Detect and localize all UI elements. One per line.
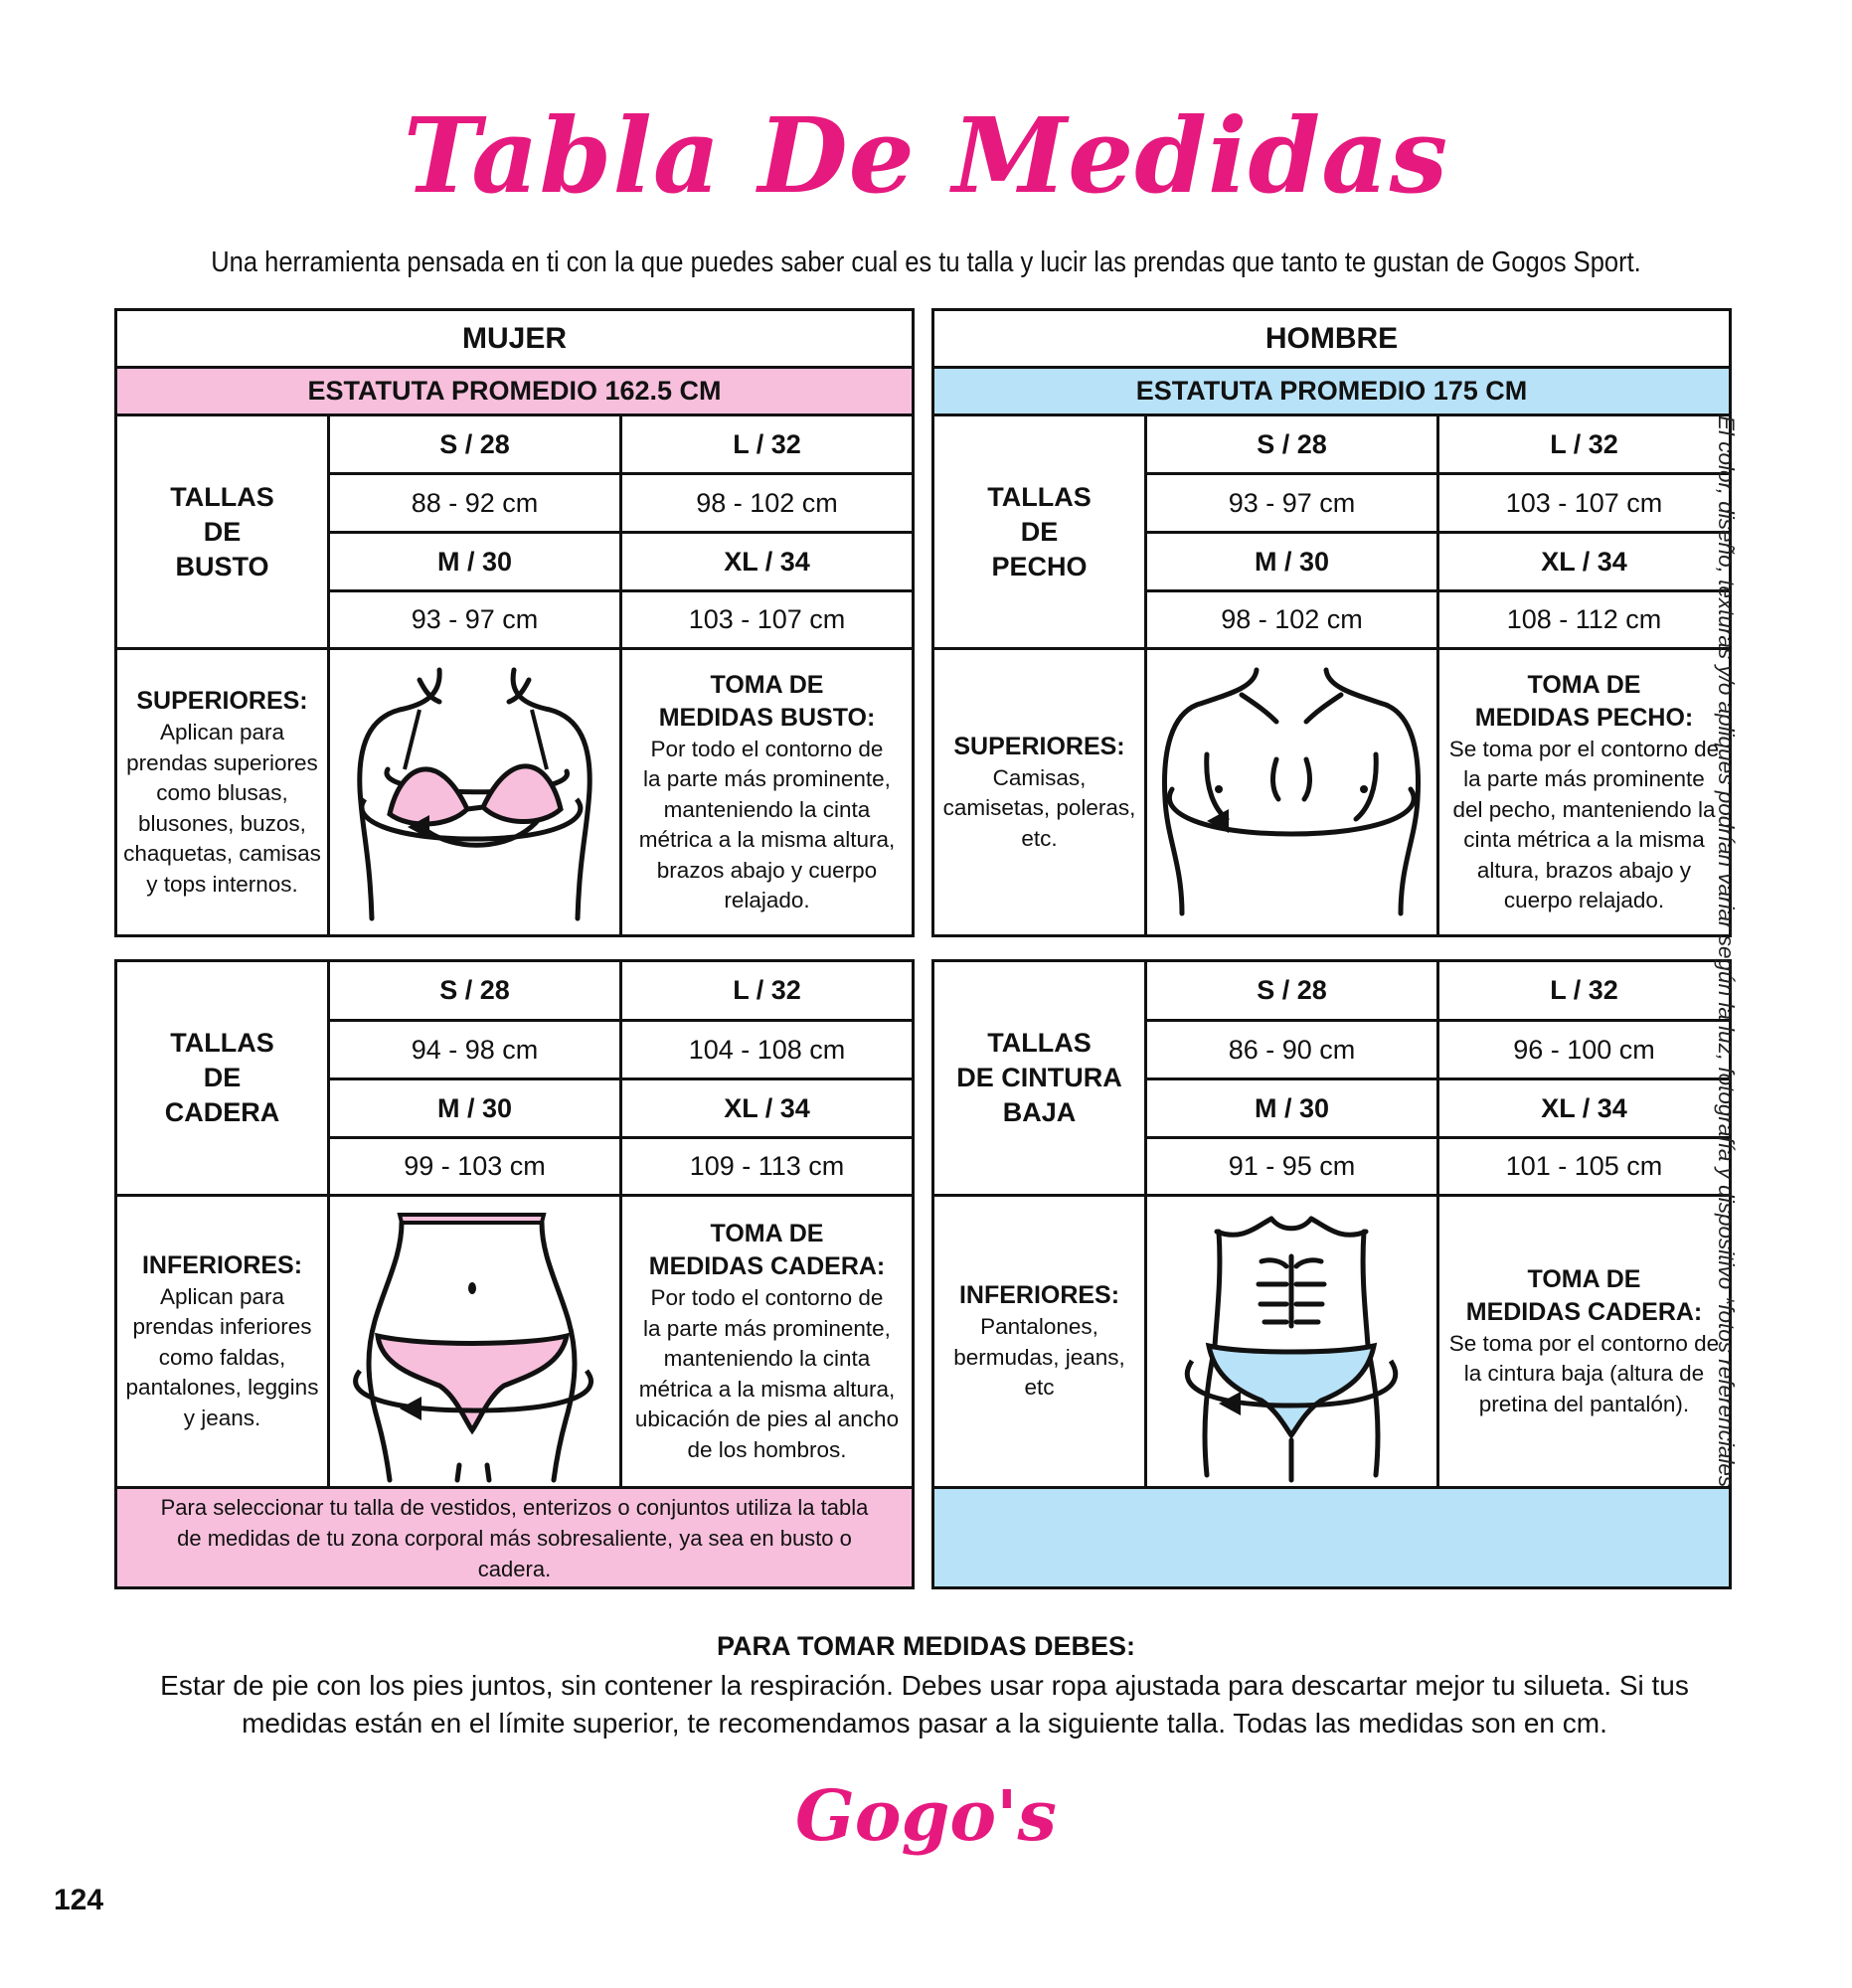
hombre-header: HOMBRE [1264, 321, 1399, 355]
hombre-cintura-panel [931, 959, 1732, 1589]
cintura-category [934, 1197, 1144, 1486]
cadera-howto-title: TOMA DE MEDIDAS CADERA: [648, 1220, 886, 1280]
busto-howto [622, 650, 912, 934]
busto-size-xl: XL / 34 [724, 546, 810, 577]
hombre-blue-band [934, 1489, 1729, 1586]
pecho-category [934, 650, 1144, 934]
intro-text: Una herramienta pensada en ti con la que puedes saber cual es tu talla y lucir las prendas que tanto te gustan de Gogos Sport. [211, 247, 1641, 278]
pecho-howto [1439, 650, 1729, 934]
pecho-size-s: S / 28 [1257, 428, 1327, 459]
pecho-range-xl: 108 - 112 cm [1506, 604, 1662, 634]
page-number: 124 [54, 1884, 104, 1916]
pecho-size-l: L / 32 [1550, 428, 1618, 459]
cadera-size-l: L / 32 [733, 975, 801, 1005]
busto-range-m: 93 - 97 cm [411, 604, 539, 634]
busto-range-l: 98 - 102 cm [696, 487, 838, 518]
pecho-range-m: 98 - 102 cm [1221, 604, 1363, 634]
busto-size-s: S / 28 [439, 428, 510, 459]
pecho-size-m: M / 30 [1254, 546, 1330, 577]
cadera-howto-text: Por todo el contorno de la parte más prominente, manteniendo la cinta métrica a la misma altura, ubicación de pies al ancho de los hombros. [634, 1285, 900, 1462]
female-bust-icon [330, 650, 619, 934]
mujer-cadera-panel [114, 959, 915, 1589]
cintura-range-xl: 101 - 105 cm [1505, 1151, 1663, 1181]
pecho-howto-text: Se toma por el contorno de la parte más prominente del pecho, manteniendo la cinta métrica a la misma altura, brazos abajo y cuerpo relajado. [1448, 736, 1720, 912]
cadera-category [117, 1197, 327, 1486]
pecho-howto-title: TOMA DE MEDIDAS PECHO: [1474, 670, 1694, 732]
cadera-range-m: 99 - 103 cm [404, 1151, 546, 1181]
disclaimer-side-note: El color, diseño, texturas y/o apliques podrían variar según la luz, fotografía y dispositivo *fotos referenciales [1714, 415, 1739, 1488]
cintura-size-m: M / 30 [1254, 1092, 1330, 1123]
cadera-range-l: 104 - 108 cm [688, 1034, 846, 1065]
busto-label: TALLAS DE BUSTO [170, 481, 274, 581]
pecho-size-xl: XL / 34 [1541, 546, 1627, 577]
pecho-category-title: SUPERIORES: [953, 732, 1125, 760]
busto-howto-title: TOMA DE MEDIDAS BUSTO: [658, 670, 876, 732]
cadera-range-s: 94 - 98 cm [411, 1034, 539, 1065]
busto-range-s: 88 - 92 cm [411, 487, 539, 518]
brand-logo: Gogo's [795, 1774, 1057, 1857]
mujer-estatura-band: ESTATUTA PROMEDIO 162.5 CM [117, 369, 912, 414]
busto-size-m: M / 30 [436, 546, 513, 577]
pecho-range-s: 93 - 97 cm [1228, 487, 1356, 518]
cintura-howto [1439, 1197, 1729, 1486]
busto-range-xl: 103 - 107 cm [688, 604, 846, 634]
male-chest-icon [1147, 650, 1436, 934]
cadera-label: TALLAS DE CADERA [164, 1028, 280, 1127]
cintura-category-title: INFERIORES: [958, 1281, 1120, 1310]
cintura-size-xl: XL / 34 [1541, 1092, 1627, 1123]
cadera-category-title: INFERIORES: [141, 1250, 303, 1279]
busto-category [117, 650, 327, 934]
busto-size-l: L / 32 [733, 428, 801, 459]
cintura-range-l: 96 - 100 cm [1513, 1034, 1655, 1065]
cadera-size-xl: XL / 34 [724, 1092, 810, 1123]
pecho-category-text: Camisas, camisetas, poleras, etc. [942, 764, 1136, 851]
hombre-pecho-panel [931, 308, 1732, 937]
cadera-size-m: M / 30 [436, 1092, 513, 1123]
female-hip-figure [330, 1197, 619, 1486]
cintura-range-m: 91 - 95 cm [1228, 1151, 1356, 1181]
page-title: Tabla De Medidas [403, 94, 1449, 217]
female-bust-figure [330, 650, 619, 934]
rules-text: Estar de pie con los pies juntos, sin contener la respiración. Debes usar ropa ajustada para descartar mejor tu silueta. Si tus medidas están en el límite superior, te recomendamos pasar a la siguiente talla. Todas las medidas son en cm. [160, 1670, 1689, 1739]
cintura-howto-title: TOMA DE MEDIDAS CADERA: [1465, 1264, 1703, 1326]
male-waist-figure [1147, 1197, 1436, 1486]
cintura-size-l: L / 32 [1550, 975, 1618, 1005]
mujer-dress-note: Para seleccionar tu talla de vestidos, enterizos o conjuntos utiliza la tabla de medidas de tu zona corporal más sobresaliente, ya sea en busto o cadera. [117, 1489, 912, 1586]
cadera-howto [622, 1197, 912, 1486]
male-chest-figure [1147, 650, 1436, 934]
cadera-size-s: S / 28 [439, 975, 510, 1005]
cadera-range-xl: 109 - 113 cm [689, 1151, 845, 1181]
cadera-category-text: Aplican para prendas inferiores como faldas, pantalones, leggins y jeans. [125, 1283, 319, 1430]
busto-category-title: SUPERIORES: [136, 687, 308, 715]
hombre-estatura-band: ESTATUTA PROMEDIO 175 CM [934, 369, 1729, 414]
rules-title: PARA TOMAR MEDIDAS DEBES: [716, 1631, 1136, 1661]
pecho-range-l: 103 - 107 cm [1505, 487, 1663, 518]
male-waist-icon [1147, 1197, 1436, 1486]
cintura-category-text: Pantalones, bermudas, jeans, etc [953, 1314, 1125, 1401]
mujer-busto-panel [114, 308, 915, 937]
cintura-label: TALLAS DE CINTURA BAJA [956, 1028, 1122, 1127]
pecho-label: TALLAS DE PECHO [987, 481, 1092, 581]
busto-category-text: Aplican para prendas superiores como blusas, blusones, buzos, chaquetas, camisas y tops internos. [123, 720, 321, 897]
cintura-size-s: S / 28 [1257, 975, 1327, 1005]
cintura-range-s: 86 - 90 cm [1228, 1034, 1356, 1065]
busto-howto-text: Por todo el contorno de la parte más prominente, manteniendo la cinta métrica a la misma altura, brazos abajo y cuerpo relajado. [638, 736, 896, 912]
female-hip-icon [330, 1197, 619, 1486]
cintura-howto-text: Se toma por el contorno de la cintura baja (altura de pretina del pantalón). [1448, 1330, 1720, 1416]
mujer-header: MUJER [461, 321, 567, 355]
